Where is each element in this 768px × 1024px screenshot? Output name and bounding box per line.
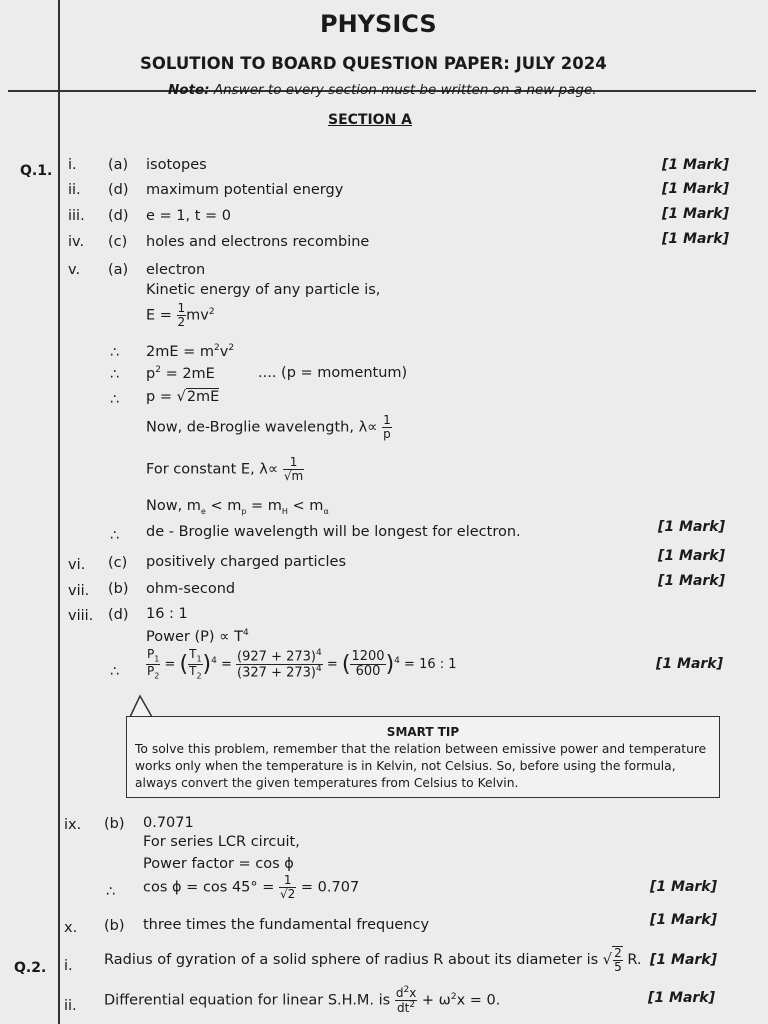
- root-two-fifths: $\frac{2}{5}$: [614, 946, 622, 975]
- item-mark: [1 Mark]: [658, 573, 726, 589]
- v-conclusion: de - Broglie wavelength will be longest for electron.: [146, 524, 521, 540]
- debroglie-line: [146, 414, 392, 441]
- constant-e-line: [146, 456, 304, 483]
- item-option: (a): [108, 157, 129, 173]
- q2-i-statement: Radius of gyration of a solid sphere of radius R about its diameter is √ $\frac{2}{5}$ R.: [104, 946, 642, 975]
- p-equals: p =: [146, 389, 172, 405]
- item-answer: 16 : 1: [146, 606, 188, 622]
- cos-result: = 0.707: [300, 879, 360, 896]
- item-number: i.: [68, 157, 77, 173]
- ke-statement: Kinetic energy of any particle is,: [146, 282, 381, 298]
- therefore-icon: ∴: [110, 345, 120, 361]
- item-mark: [1 Mark]: [662, 206, 730, 222]
- power-factor: Power factor = cos ϕ: [143, 856, 294, 872]
- item-option: (d): [108, 607, 129, 623]
- smart-tip-box: [126, 716, 720, 798]
- item-number: i.: [64, 958, 73, 974]
- item-option: (d): [108, 182, 129, 198]
- note-label: Note:: [168, 82, 210, 98]
- item-option: (d): [108, 208, 129, 224]
- step-p-squared: $p^2 = 2mE$: [146, 365, 215, 382]
- p-ratio: $\frac{P_1}{P_2}$: [147, 647, 160, 681]
- q2-ii-text: Differential equation for linear S.H.M. is: [104, 992, 391, 1009]
- subject-title: PHYSICS: [320, 10, 437, 38]
- item-answer: 0.7071: [143, 815, 194, 831]
- q2-ii-tail: + ω: [421, 992, 451, 1009]
- item-answer: isotopes: [146, 157, 207, 173]
- q2-ii-tail2: x = 0.: [456, 992, 501, 1009]
- ke-equation: E = $\frac{1}{2}$ $mv^2$: [146, 301, 215, 330]
- item-option: (b): [108, 581, 129, 597]
- item-number: ii.: [68, 182, 81, 198]
- power-law: Power $(P) \propto T^4$: [146, 628, 249, 645]
- item-answer: three times the fundamental frequency: [143, 917, 430, 933]
- section-heading: SECTION A: [328, 112, 413, 128]
- item-mark: [1 Mark]: [662, 157, 730, 173]
- q2-i-text: Radius of gyration of a solid sphere of radius R about its diameter is: [104, 952, 599, 969]
- power-law-text: Power (P) ∝ T: [146, 628, 243, 645]
- item-mark: [1 Mark]: [662, 181, 730, 197]
- one-over-sqrt-m: $\frac{1}{√m}$: [283, 455, 304, 484]
- ke-rhs: mv: [186, 307, 209, 324]
- viii-mark: [1 Mark]: [656, 656, 724, 672]
- therefore-icon: ∴: [110, 367, 120, 383]
- q2-i-tail: R.: [627, 952, 642, 969]
- item-answer: maximum potential energy: [146, 182, 344, 198]
- tip-pointer: [128, 694, 158, 718]
- item-answer: ohm-second: [146, 581, 236, 597]
- q1-label: Q.1.: [20, 163, 53, 179]
- ke-lhs: E =: [146, 307, 172, 324]
- one-over-p: $\frac{1}{p}$: [383, 413, 391, 442]
- item-number: v.: [68, 262, 81, 278]
- numerator-kelvin: (927 + 273): [237, 648, 316, 664]
- margin-line: [58, 0, 60, 1024]
- item-number: vii.: [68, 583, 90, 599]
- item-option: (a): [108, 262, 129, 278]
- item-answer: e = 1, t = 0: [146, 208, 232, 224]
- item-mark: [1 Mark]: [662, 231, 730, 247]
- item-number: ix.: [64, 817, 82, 833]
- q2-ii-statement: Differential equation for linear S.H.M. is $\frac{d^2x}{dt^2}$ + $\omega^2x = 0$.: [104, 985, 501, 1016]
- half-fraction: $\frac{1}{2}$: [177, 301, 186, 330]
- cos-equation-text: cos ϕ = cos 45° =: [143, 879, 275, 896]
- item-option: (c): [108, 234, 128, 250]
- therefore-icon: ∴: [110, 664, 120, 680]
- q2-i-mark: [1 Mark]: [650, 952, 718, 968]
- q2-label: Q.2.: [14, 960, 47, 976]
- sqrt-2mE: 2mE: [186, 389, 220, 405]
- step-p: p = √2mE: [146, 389, 220, 405]
- step-2mE: $2mE = m^2v^2$: [146, 343, 235, 360]
- ix-mark: [1 Mark]: [650, 879, 718, 895]
- lcr-statement: For series LCR circuit,: [143, 834, 300, 850]
- t-ratio: $\frac{T_1}{T_2}$: [189, 647, 202, 681]
- denominator-kelvin: (327 + 273): [237, 665, 316, 681]
- v-mark: [1 Mark]: [658, 519, 726, 535]
- q2-ii-mark: [1 Mark]: [648, 990, 716, 1006]
- item-answer: positively charged particles: [146, 554, 347, 570]
- p-symbol: p: [146, 365, 156, 382]
- celsius-kelvin-ratio: $\frac{(927 + 273)^4}{(327 + 273)^4}$: [237, 647, 322, 681]
- smart-tip-title: SMART TIP: [386, 725, 460, 739]
- item-number: vi.: [68, 557, 86, 573]
- second-derivative: $\frac{d^2x}{dt^2}$: [395, 985, 417, 1016]
- ratio-result: = 16 : 1: [404, 657, 457, 673]
- item-number: iv.: [68, 234, 85, 250]
- momentum-note: .... (p = momentum): [258, 365, 408, 381]
- item-number: iii.: [68, 208, 85, 224]
- therefore-icon: ∴: [110, 392, 120, 408]
- paper-title: SOLUTION TO BOARD QUESTION PAPER: JULY 2024: [140, 54, 607, 73]
- debroglie-text: Now, de-Broglie wavelength, λ∝: [146, 419, 378, 436]
- note: [168, 82, 597, 98]
- item-mark: [1 Mark]: [650, 912, 718, 928]
- item-option: (b): [104, 918, 125, 934]
- item-option: (b): [104, 816, 125, 832]
- item-option: (c): [108, 555, 128, 571]
- therefore-icon: ∴: [110, 528, 120, 544]
- item-number: viii.: [68, 608, 94, 624]
- item-number: ii.: [64, 998, 77, 1014]
- mass-order-line: Now, $m_e < m_p = m_H < m_\alpha$: [146, 498, 329, 516]
- step-2mE-text: 2mE = m: [146, 343, 215, 360]
- constant-e-text: For constant E, λ∝: [146, 461, 279, 478]
- mass-order-text: Now, m: [146, 498, 201, 514]
- ratio-equation: $\frac{P_1}{P_2}$ = ( $\frac{T_1}{T_2}$ )$^4$ = $\frac{(927 + 273)^4}{(327 + 273)^4}$ = ( $\frac{1200}{600}$ )$^4$ = 16 : 1: [147, 647, 457, 681]
- smart-tip-body: To solve this problem, remember that the relation between emissive power and temperature works only when the temperature is in Kelvin, not Celsius. So, before using the formula, always convert the given temperatures from Celsius to Kelvin.: [135, 742, 707, 790]
- cos-equation: [143, 874, 359, 901]
- kelvin-ratio: $\frac{1200}{600}$: [351, 648, 385, 680]
- p-squared-rhs: = 2mE: [165, 365, 215, 382]
- item-answer: holes and electrons recombine: [146, 234, 370, 250]
- item-answer: electron: [146, 262, 206, 278]
- item-number: x.: [64, 920, 78, 936]
- item-mark: [1 Mark]: [658, 548, 726, 564]
- therefore-icon: ∴: [106, 884, 116, 900]
- one-over-root2: $\frac{1}{√2}$: [280, 873, 296, 902]
- note-text: Answer to every section must be written on a new page.: [213, 82, 597, 98]
